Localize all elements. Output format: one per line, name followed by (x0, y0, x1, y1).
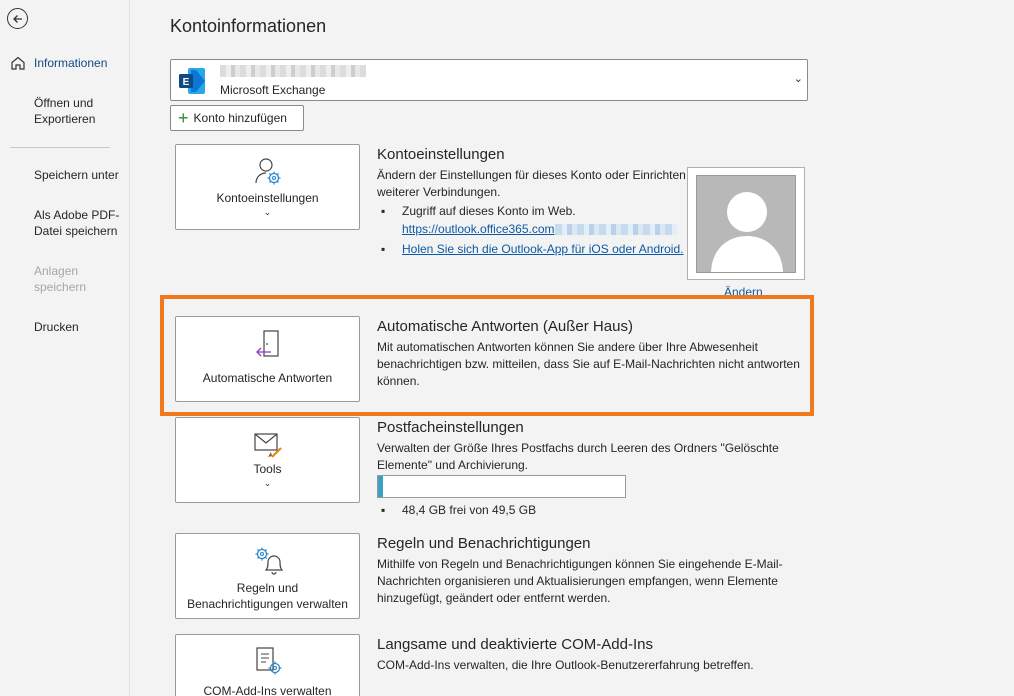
sidebar (0, 0, 130, 696)
sidebar-item-speichern-unter[interactable]: Speichern unter (34, 168, 119, 182)
com-addins-desc: COM-Add-Ins verwalten, die Ihre Outlook-Benutzererfahrung betreffen. (377, 658, 754, 672)
exchange-logo-icon (177, 66, 207, 96)
mobile-app-link[interactable]: Holen Sie sich die Outlook-App für iOS oder Android. (402, 242, 684, 256)
account-email-redacted (220, 65, 366, 77)
plus-icon: + (178, 108, 189, 128)
mailbox-usage-fill (378, 476, 383, 497)
account-settings-icon (252, 155, 284, 187)
profile-photo-frame (687, 167, 805, 280)
com-addins-icon (252, 645, 284, 677)
owa-link[interactable]: https://outlook.office365.com (402, 222, 555, 236)
rules-title: Regeln und Benachrichtigungen (377, 535, 591, 552)
account-settings-title: Kontoeinstellungen (377, 146, 505, 163)
com-addins-tile-label: COM-Add-Ins verwalten (203, 684, 332, 696)
rules-tile-label: Regeln und Benachrichtigungen verwalten (187, 581, 348, 611)
owa-link-row (402, 222, 677, 236)
account-settings-desc: Ändern der Einstellungen für dieses Konto oder Einrichten weiterer Verbindungen. (377, 168, 686, 199)
sidebar-item-anlagen-speichern: Anlagen speichern (34, 264, 87, 294)
bullet-icon: ▪ (381, 204, 386, 218)
owa-link-redacted (555, 224, 677, 235)
tools-tile[interactable] (175, 417, 360, 503)
back-button[interactable] (7, 8, 28, 29)
mailbox-title: Postfacheinstellungen (377, 419, 524, 436)
rules-bell-icon (252, 544, 284, 576)
auto-replies-tile-label: Automatische Antworten (202, 371, 333, 385)
chevron-down-icon: ⌄ (263, 478, 272, 488)
svg-text:E: E (182, 77, 190, 88)
avatar (696, 175, 796, 273)
add-account-button[interactable] (170, 105, 304, 131)
account-settings-tile-label: Kontoeinstellungen (216, 191, 319, 205)
sidebar-divider (10, 147, 110, 148)
sidebar-item-als-pdf[interactable]: Als Adobe PDF- Datei speichern (34, 208, 120, 238)
main-panel (131, 0, 1014, 696)
sidebar-item-oeffnen-exportieren[interactable]: Öffnen und Exportieren (34, 96, 96, 126)
change-photo-link[interactable]: Ändern (724, 285, 763, 299)
sidebar-item-drucken[interactable]: Drucken (34, 320, 79, 334)
mailbox-usage-text: 48,4 GB frei von 49,5 GB (402, 503, 537, 517)
door-arrow-icon (252, 328, 284, 360)
mailbox-desc: Verwalten der Größe Ihres Postfachs durch Leeren des Ordners "Gelöschte Elemente" und Archivierung. (377, 441, 779, 472)
account-type: Microsoft Exchange (220, 83, 326, 97)
bullet-icon: ▪ (381, 242, 386, 256)
com-addins-tile[interactable] (175, 634, 360, 696)
account-settings-tile[interactable] (175, 144, 360, 230)
home-icon (10, 55, 26, 71)
tools-tile-label: Tools (253, 462, 282, 476)
account-selector[interactable] (170, 59, 808, 101)
page-title: Kontoinformationen (170, 16, 327, 36)
web-access-text: Zugriff auf dieses Konto im Web. (402, 204, 576, 218)
auto-replies-tile[interactable] (175, 316, 360, 402)
chevron-down-icon: ⌄ (793, 73, 803, 85)
sidebar-item-informationen[interactable]: Informationen (34, 56, 108, 70)
auto-replies-desc: Mit automatischen Antworten können Sie andere über Ihre Abwesenheit benachrichtigen bzw. mitteilen, dass Sie auf E-Mail-Nachrichten nicht antworten können. (377, 340, 800, 388)
rules-tile[interactable] (175, 533, 360, 619)
back-arrow-icon (12, 13, 24, 25)
mailbox-usage-bar (377, 475, 626, 498)
auto-replies-title: Automatische Antworten (Außer Haus) (377, 318, 633, 335)
chevron-down-icon: ⌄ (263, 207, 272, 217)
add-account-label: Konto hinzufügen (193, 111, 287, 125)
person-placeholder-icon (697, 176, 796, 273)
mailbox-tools-icon (252, 431, 284, 459)
rules-desc: Mithilfe von Regeln und Benachrichtigungen können Sie eingehende E-Mail-Nachrichten organisieren und Aktualisierungen empfangen, wenn Elemente hinzugefügt, geändert oder entfernt werden. (377, 557, 783, 605)
com-addins-title: Langsame und deaktivierte COM-Add-Ins (377, 636, 653, 653)
bullet-icon: ▪ (381, 503, 386, 517)
